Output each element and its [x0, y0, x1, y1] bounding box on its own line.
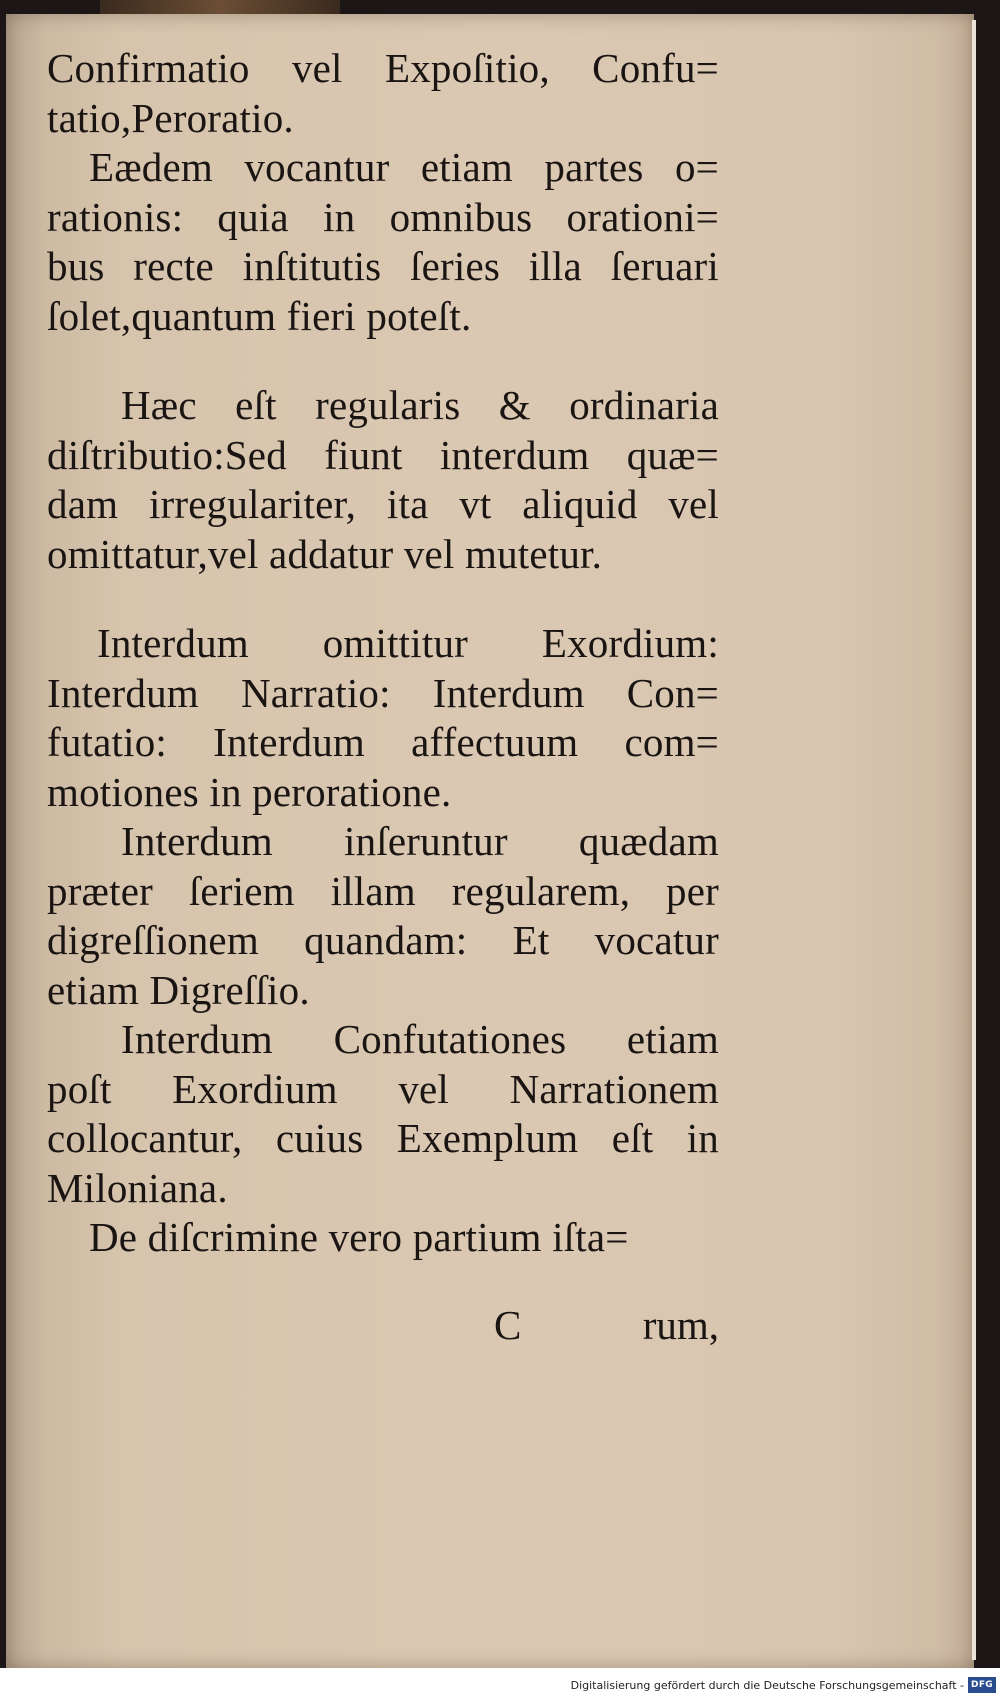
paragraph [47, 381, 719, 579]
body-text [47, 44, 719, 1263]
text-line: diſtributio:Sed fiunt interdum quæ= [47, 431, 719, 478]
text-line: ſolet,quantum fieri poteſt. [47, 292, 472, 339]
text-line: rationis: quia in omnibus orationi= [47, 193, 719, 240]
text-line: Interdum inſeruntur quædam [121, 818, 719, 864]
digitization-footer [0, 1668, 1000, 1702]
text-line: Interdum Confutationes etiam [121, 1016, 719, 1062]
text-line: digreſſionem quandam: Et vocatur [47, 917, 719, 963]
dfg-logo-text: DFG [971, 1680, 993, 1690]
text-line: Eædem vocantur etiam partes o= [89, 144, 719, 190]
text-line: præter ſeriem illam regularem, per [47, 867, 719, 914]
text-line: dam irregulariter, ita vt aliquid vel [47, 481, 719, 527]
catchline [47, 1301, 719, 1351]
text-line: Confirmatio vel Expoſitio, Confu= [47, 45, 719, 91]
dfg-logo-icon [968, 1677, 996, 1693]
binding-strip [100, 0, 340, 14]
paragraph-gap [47, 341, 719, 381]
paragraph [47, 817, 719, 1015]
paragraph-gap [47, 579, 719, 619]
text-line: etiam Digreſſio. [47, 966, 310, 1013]
text-line: Interdum omittitur Exordium: [97, 620, 719, 666]
signature-mark: C [494, 1302, 522, 1348]
text-line: tatio,Peroratio. [47, 94, 294, 141]
text-line: poſt Exordium vel Narrationem [47, 1065, 719, 1112]
text-line: collocantur, cuius Exemplum eſt in [47, 1115, 719, 1161]
text-line: futatio: Interdum affectuum com= [47, 719, 719, 765]
text-line: Miloniana. [47, 1164, 228, 1211]
paragraph [47, 44, 719, 143]
text-line: Interdum Narratio: Interdum Con= [47, 669, 719, 716]
funding-credit: Digitalisierung gefördert durch die Deutsche Forschungsgemeinschaft - [570, 1679, 964, 1692]
text-line: omittatur,vel addatur vel mutetur. [47, 530, 603, 577]
paragraph [47, 143, 719, 341]
paragraph [47, 619, 719, 817]
paragraph [47, 1015, 719, 1213]
text-line: De diſcrimine vero partium iſta= [89, 1214, 629, 1260]
page-edge [972, 20, 976, 1660]
text-line: Hæc eſt regularis & ordinaria [121, 382, 719, 428]
text-line: bus recte inſtitutis ſeries illa ſeruari [47, 243, 719, 289]
text-line: motiones in peroratione. [47, 768, 452, 815]
paragraph [47, 1213, 719, 1263]
catchword: rum, [642, 1302, 719, 1348]
